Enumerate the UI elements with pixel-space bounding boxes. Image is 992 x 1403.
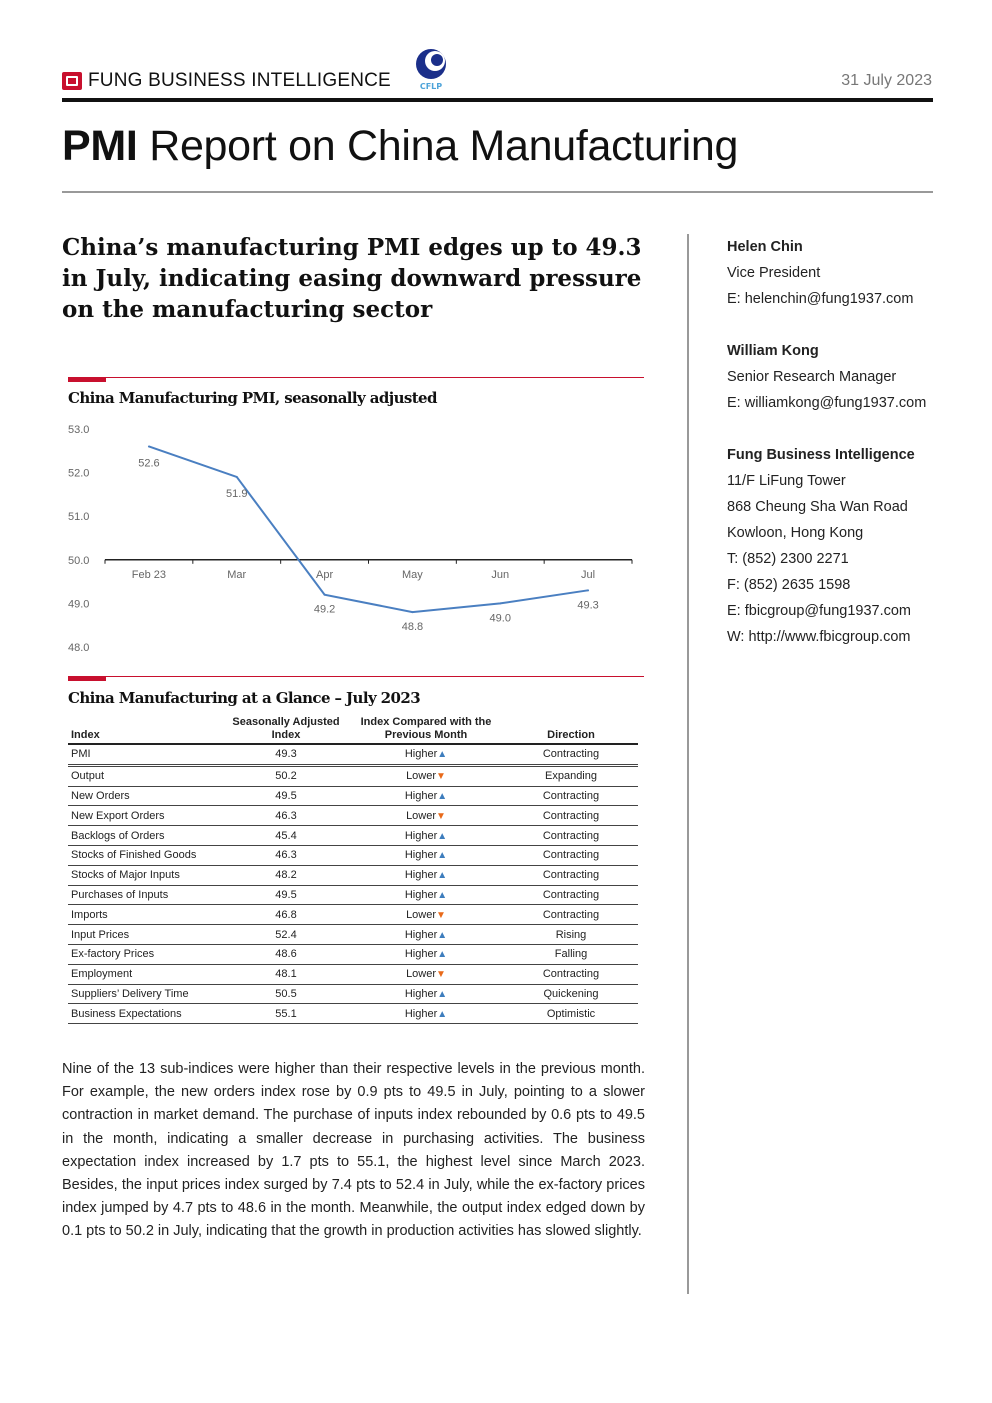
- y-tick-label: 49.0: [68, 598, 90, 611]
- row-compare: [348, 765, 504, 786]
- org-fax: F: (852) 2635 1598: [727, 577, 851, 593]
- x-tick-label: Jun: [491, 568, 510, 581]
- data-point: [587, 589, 589, 591]
- header-rule: [62, 98, 933, 102]
- row-direction: Contracting: [504, 826, 638, 846]
- triangle-up-icon: ▲: [437, 889, 448, 901]
- row-compare: [348, 786, 504, 806]
- row-direction: Optimistic: [504, 1004, 638, 1024]
- contact-name: Helen Chin: [727, 239, 803, 255]
- x-tick-label: Apr: [316, 568, 334, 581]
- row-direction: Contracting: [504, 885, 638, 905]
- row-index-name: Employment: [68, 964, 224, 984]
- header-seasonal: Seasonally Adjusted Index: [224, 716, 348, 744]
- triangle-up-icon: ▲: [437, 870, 448, 882]
- row-value: 48.1: [224, 964, 348, 984]
- row-compare: [348, 744, 504, 765]
- row-value: 49.5: [224, 786, 348, 806]
- row-index-name: Purchases of Inputs: [68, 885, 224, 905]
- row-compare-label: Higher: [404, 987, 438, 1000]
- contact-role: Vice President: [727, 265, 821, 281]
- table-row: [68, 905, 638, 925]
- row-direction: Falling: [504, 944, 638, 964]
- row-compare: [348, 905, 504, 925]
- row-value: 50.2: [224, 765, 348, 786]
- contact-email[interactable]: E: williamkong@fung1937.com: [727, 395, 927, 411]
- contact-name: William Kong: [727, 343, 819, 359]
- triangle-up-icon: ▲: [437, 949, 448, 961]
- row-compare-label: Lower: [406, 809, 437, 822]
- row-compare: [348, 984, 504, 1004]
- header-index: Index: [68, 716, 224, 744]
- contact-email[interactable]: E: helenchin@fung1937.com: [727, 291, 914, 307]
- row-compare-label: Higher: [404, 789, 438, 802]
- row-compare-label: Higher: [404, 849, 438, 862]
- table-row: [68, 984, 638, 1004]
- row-direction: Contracting: [504, 905, 638, 925]
- row-value: 48.2: [224, 865, 348, 885]
- pmi-line-chart: [60, 418, 650, 663]
- x-tick-label: Jul: [581, 568, 596, 581]
- triangle-down-icon: ▼: [436, 909, 446, 921]
- row-value: 45.4: [224, 826, 348, 846]
- page-title-bold: PMI: [62, 122, 138, 170]
- triangle-down-icon: ▼: [436, 810, 446, 822]
- row-value: 49.3: [224, 744, 348, 765]
- page-title: [62, 122, 738, 171]
- header-compare: Index Compared with the Previous Month: [348, 716, 504, 744]
- fung-logo-icon: [62, 72, 82, 90]
- row-compare-label: Higher: [404, 928, 438, 941]
- cflp-logo-text: CFLP: [419, 82, 443, 91]
- data-point: [148, 445, 150, 447]
- company-name: FUNG BUSINESS INTELLIGENCE: [88, 70, 391, 91]
- row-value: 46.8: [224, 905, 348, 925]
- org-name: Fung Business Intelligence: [727, 447, 915, 463]
- row-index-name: New Export Orders: [68, 806, 224, 826]
- data-point: [324, 594, 326, 596]
- row-direction: Quickening: [504, 984, 638, 1004]
- row-compare: [348, 826, 504, 846]
- header-direction: Direction: [504, 716, 638, 744]
- row-direction: Contracting: [504, 786, 638, 806]
- data-label: 48.8: [401, 621, 424, 634]
- data-label: 52.6: [138, 457, 160, 470]
- org-address-line: 868 Cheung Sha Wan Road: [727, 499, 908, 515]
- row-value: 46.3: [224, 845, 348, 865]
- y-tick-label: 53.0: [68, 424, 90, 436]
- x-tick-label: Mar: [227, 568, 247, 581]
- row-direction: Contracting: [504, 744, 638, 765]
- row-direction: Contracting: [504, 845, 638, 865]
- row-index-name: Imports: [68, 905, 224, 925]
- org-website[interactable]: W: http://www.fbicgroup.com: [727, 629, 911, 645]
- table-row: [68, 865, 638, 885]
- data-point: [499, 602, 501, 604]
- table-accent-bar: [68, 676, 106, 681]
- row-direction: Contracting: [504, 865, 638, 885]
- row-compare: [348, 865, 504, 885]
- row-compare-label: Lower: [406, 908, 437, 921]
- data-label: 51.9: [226, 487, 248, 500]
- title-rule: [62, 191, 933, 193]
- row-compare: [348, 964, 504, 984]
- row-value: 55.1: [224, 1004, 348, 1024]
- row-index-name: Backlogs of Orders: [68, 826, 224, 846]
- triangle-up-icon: ▲: [437, 850, 448, 862]
- table-row: [68, 1004, 638, 1024]
- company-logo: [62, 70, 391, 92]
- triangle-down-icon: ▼: [436, 771, 446, 783]
- row-value: 49.5: [224, 885, 348, 905]
- cflp-logo-icon: [408, 46, 454, 92]
- row-direction: Rising: [504, 925, 638, 945]
- row-compare: [348, 925, 504, 945]
- triangle-up-icon: ▲: [437, 749, 448, 761]
- data-label: 49.0: [489, 612, 511, 625]
- data-label: 49.3: [577, 599, 599, 612]
- triangle-up-icon: ▲: [437, 929, 448, 941]
- y-tick-label: 52.0: [68, 467, 90, 480]
- data-point: [411, 611, 413, 613]
- row-compare-label: Higher: [404, 948, 438, 961]
- row-compare-label: Higher: [404, 1007, 438, 1020]
- row-compare-label: Higher: [404, 869, 438, 882]
- triangle-up-icon: ▲: [437, 830, 448, 842]
- column-divider: [687, 234, 689, 1294]
- row-compare-label: Higher: [404, 748, 438, 761]
- row-value: 48.6: [224, 944, 348, 964]
- series-line: [149, 446, 588, 612]
- row-index-name: Output: [68, 765, 224, 786]
- chart-top-rule: [68, 377, 644, 378]
- row-compare-label: Higher: [404, 829, 438, 842]
- org-email[interactable]: E: fbicgroup@fung1937.com: [727, 603, 911, 619]
- row-compare: [348, 885, 504, 905]
- table-row: [68, 925, 638, 945]
- triangle-up-icon: ▲: [437, 988, 448, 1000]
- report-date: 31 July 2023: [841, 72, 932, 89]
- row-index-name: PMI: [68, 744, 224, 765]
- org-address-line: 11/F LiFung Tower: [727, 473, 846, 489]
- table-row: [68, 845, 638, 865]
- row-index-name: Stocks of Major Inputs: [68, 865, 224, 885]
- table-row: [68, 826, 638, 846]
- y-tick-label: 48.0: [68, 642, 90, 654]
- table-title: China Manufacturing at a Glance – July 2023: [68, 689, 421, 707]
- y-tick-label: 51.0: [68, 511, 90, 524]
- contact-role: Senior Research Manager: [727, 369, 897, 385]
- row-compare: [348, 944, 504, 964]
- table-row: [68, 806, 638, 826]
- body-paragraph: Nine of the 13 sub-indices were higher than their respective levels in the previous month. For example, the new orders index rose by 0.9 pts to 49.5 in July, pointing to a slower contraction in market demand. The purchase of inputs index rebounded by 0.6 pts to 49.5 in the month, indicating a smaller decrease in purchasing activities. The business expectation index increased by 1.7 pts to 55.1, the highest level since March 2023. Besides, the input prices index surged by 7.4 pts to 52.4 in July, while the ex-factory prices index jumped by 4.7 pts to 48.6 in the month. Meanwhile, the output index edged down by 0.1 pts to 50.2 in July, indicating that the growth in production activities has slowed slightly.: [62, 1061, 645, 1240]
- row-value: 50.5: [224, 984, 348, 1004]
- row-compare: [348, 806, 504, 826]
- row-compare: [348, 845, 504, 865]
- org-phone: T: (852) 2300 2271: [727, 551, 849, 567]
- table-header-row: [68, 716, 638, 744]
- triangle-down-icon: ▼: [436, 969, 446, 981]
- data-point: [236, 476, 238, 478]
- row-index-name: Stocks of Finished Goods: [68, 845, 224, 865]
- row-index-name: Ex-factory Prices: [68, 944, 224, 964]
- headline: China’s manufacturing PMI edges up to 49.3 in July, indicating easing downward pressure on the manufacturing sector: [62, 234, 642, 323]
- glance-table: [68, 716, 638, 1024]
- table-row: [68, 944, 638, 964]
- row-index-name: New Orders: [68, 786, 224, 806]
- row-index-name: Input Prices: [68, 925, 224, 945]
- table-row: [68, 964, 638, 984]
- table-row: [68, 744, 638, 765]
- row-direction: Contracting: [504, 806, 638, 826]
- table-row: [68, 885, 638, 905]
- row-direction: Expanding: [504, 765, 638, 786]
- org-address-line: Kowloon, Hong Kong: [727, 525, 864, 541]
- row-compare-label: Higher: [404, 888, 438, 901]
- triangle-up-icon: ▲: [437, 1008, 448, 1020]
- row-value: 46.3: [224, 806, 348, 826]
- row-compare: [348, 1004, 504, 1024]
- row-index-name: Suppliers’ Delivery Time: [68, 984, 224, 1004]
- chart-title: China Manufacturing PMI, seasonally adjusted: [68, 389, 437, 407]
- x-tick-label: May: [402, 568, 423, 581]
- table-row: [68, 786, 638, 806]
- row-value: 52.4: [224, 925, 348, 945]
- row-index-name: Business Expectations: [68, 1004, 224, 1024]
- page-title-rest: Report on China Manufacturing: [137, 122, 739, 170]
- y-tick-label: 50.0: [68, 554, 90, 567]
- row-compare-label: Lower: [406, 770, 437, 783]
- x-tick-label: Feb 23: [131, 568, 167, 581]
- sidebar-contacts: [727, 234, 957, 650]
- row-direction: Contracting: [504, 964, 638, 984]
- table-top-rule: [68, 676, 644, 677]
- chart-accent-bar: [68, 377, 106, 382]
- data-label: 49.2: [313, 603, 336, 616]
- triangle-up-icon: ▲: [437, 790, 448, 802]
- table-row: [68, 765, 638, 786]
- row-compare-label: Lower: [406, 968, 437, 981]
